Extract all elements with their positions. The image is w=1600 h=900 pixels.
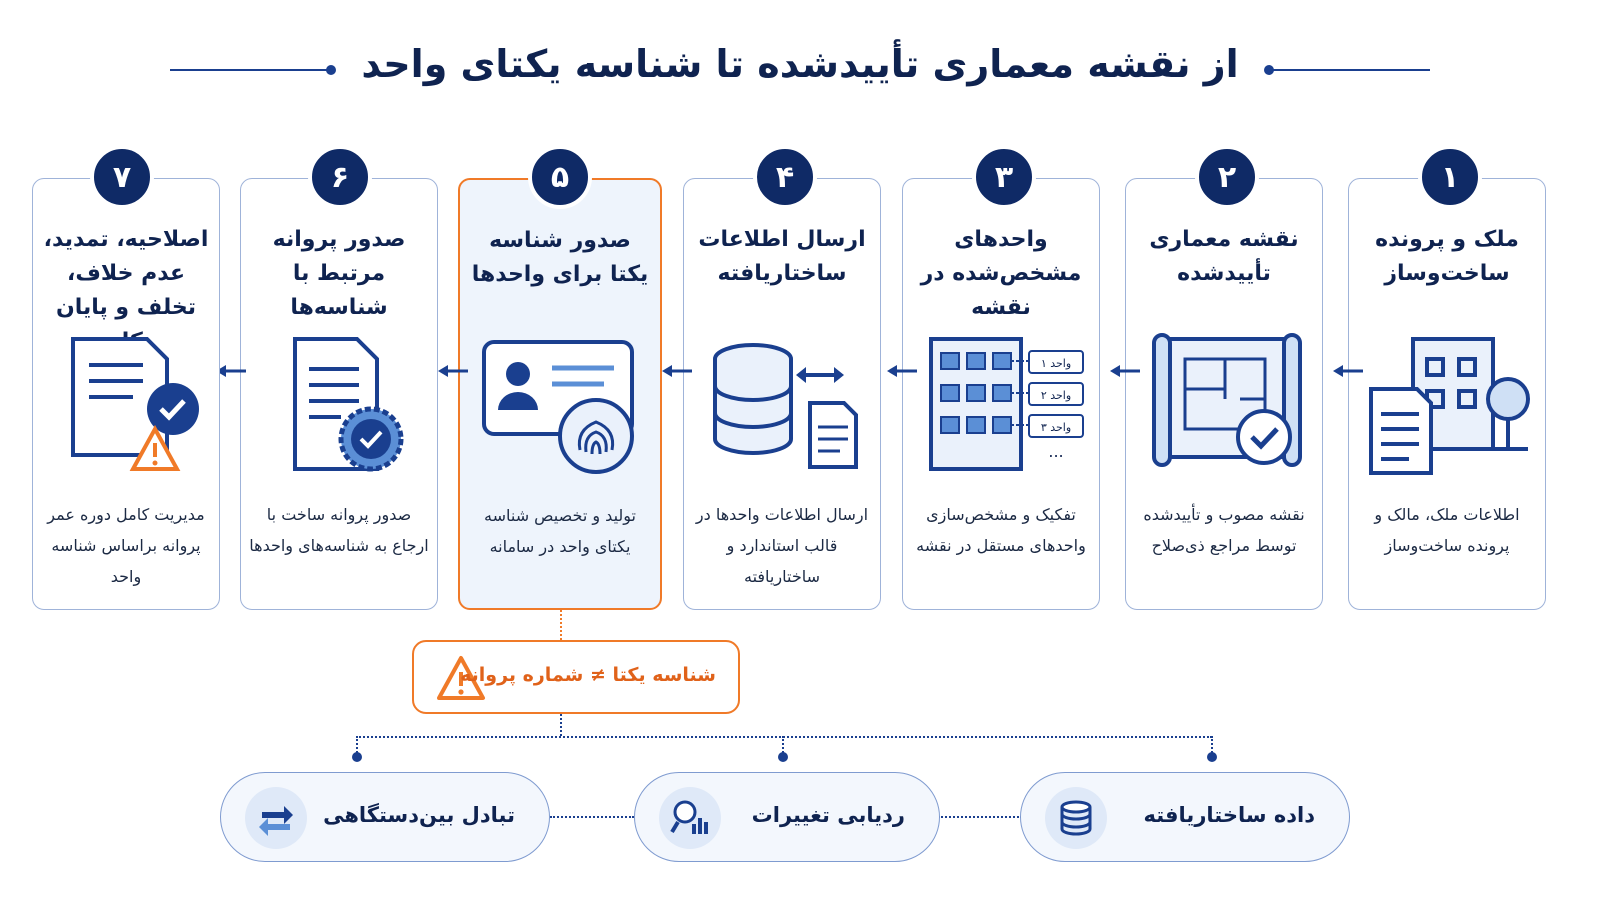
node-dot-left	[352, 752, 362, 762]
title-line-right	[1270, 69, 1430, 71]
pill-link-left	[550, 816, 634, 818]
unit-label-3: واحد ۳	[1040, 421, 1072, 434]
step-6-title: صدور پروانه مرتبط با شناسه‌ها	[272, 227, 406, 320]
title-line-left	[170, 69, 330, 71]
step-card-1	[1348, 178, 1546, 610]
flow-arrow-5	[438, 364, 468, 378]
blueprint-check-icon	[1140, 329, 1310, 479]
step-4-number: ۴	[753, 145, 817, 209]
flow-arrow-6	[216, 364, 246, 378]
flow-arrow-4	[662, 364, 692, 378]
step-4-title: ارسال اطلاعات ساختاریافته	[698, 227, 866, 286]
exchange-arrows-icon	[245, 787, 307, 849]
tree-stem	[560, 714, 562, 736]
feature-pill-exchange	[220, 772, 550, 862]
flow-arrow-3	[887, 364, 917, 378]
header	[170, 40, 1430, 100]
step-3-title: واحدهای مشخص‌شده در نقشه	[920, 227, 1082, 320]
step-1-description: اطلاعات ملک، مالک و پرونده ساخت‌وساز	[1374, 505, 1520, 555]
step-7-title: اصلاحیه، تمدید، عدم خلاف، تخلف و پایان	[43, 227, 209, 320]
step-3-number: ۳	[972, 145, 1036, 209]
step-2-description: نقشه مصوب و تأییدشده توسط مراجع ذی‌صلاح	[1143, 505, 1305, 555]
id-card-fingerprint-icon	[474, 330, 644, 480]
step-1-number: ۱	[1418, 145, 1482, 209]
node-dot-middle	[778, 752, 788, 762]
unit-label-1: واحد ۱	[1040, 357, 1072, 370]
feature-pill-structured-data	[1020, 772, 1350, 862]
unit-label-more: ...	[1048, 442, 1064, 461]
search-chart-icon	[659, 787, 721, 849]
feature-label-exchange: تبادل بین‌دستگاهی	[323, 803, 515, 827]
document-warning-icon	[43, 329, 213, 479]
feature-label-structured-data: داده ساختاریافته	[1143, 803, 1315, 827]
unit-label-2: واحد ۲	[1040, 389, 1072, 402]
building-units-icon	[917, 329, 1087, 479]
step-card-2	[1125, 178, 1323, 610]
feature-label-change-tracking: ردیابی تغییرات	[751, 803, 905, 827]
tree-branch	[356, 736, 1212, 738]
step-card-6	[240, 178, 438, 610]
pill-link-right	[938, 816, 1022, 818]
feature-pill-change-tracking	[634, 772, 940, 862]
step-2-title: نقشه معماری تأییدشده	[1149, 227, 1299, 286]
step-card-3	[902, 178, 1100, 610]
step-5-description: تولید و تخصیص شناسه یکتای واحد در سامانه	[484, 506, 636, 556]
step-5-title: صدور شناسه یکتا برای واحدها	[471, 228, 649, 287]
step-6-number: ۶	[308, 145, 372, 209]
step-7-number: ۷	[90, 145, 154, 209]
step-3-description: تفکیک و مشخص‌سازی واحدهای مستقل در نقشه	[916, 505, 1086, 555]
database-transfer-icon	[698, 329, 868, 479]
title-dot-left	[326, 65, 336, 75]
page-title: از نقشه معماری تأییدشده تا شناسه یکتای واحد	[361, 42, 1239, 86]
certificate-badge-icon	[255, 329, 425, 479]
database-icon	[1045, 787, 1107, 849]
warning-connector	[560, 610, 562, 640]
step-card-7	[32, 178, 220, 610]
step-card-4	[683, 178, 881, 610]
node-dot-right	[1207, 752, 1217, 762]
building-document-icon	[1363, 329, 1533, 479]
flow-arrow-1	[1333, 364, 1363, 378]
flow-arrow-2	[1110, 364, 1140, 378]
step-1-title: ملک و پرونده ساخت‌وساز	[1375, 227, 1519, 286]
step-6-description: صدور پروانه ساخت با ارجاع به شناسه‌های واحدها	[249, 505, 429, 555]
step-5-number: ۵	[528, 145, 592, 209]
step-2-number: ۲	[1195, 145, 1259, 209]
warning-box	[412, 640, 740, 714]
warning-text: شناسه یکتا ≠ شماره پروانه	[460, 664, 716, 686]
step-7-description: مدیریت کامل دوره عمر پروانه براساس شناسه واحد	[47, 505, 205, 586]
step-card-5	[458, 178, 662, 610]
step-4-description: ارسال اطلاعات واحدها در قالب استاندارد و ساختاریافته	[695, 505, 869, 586]
